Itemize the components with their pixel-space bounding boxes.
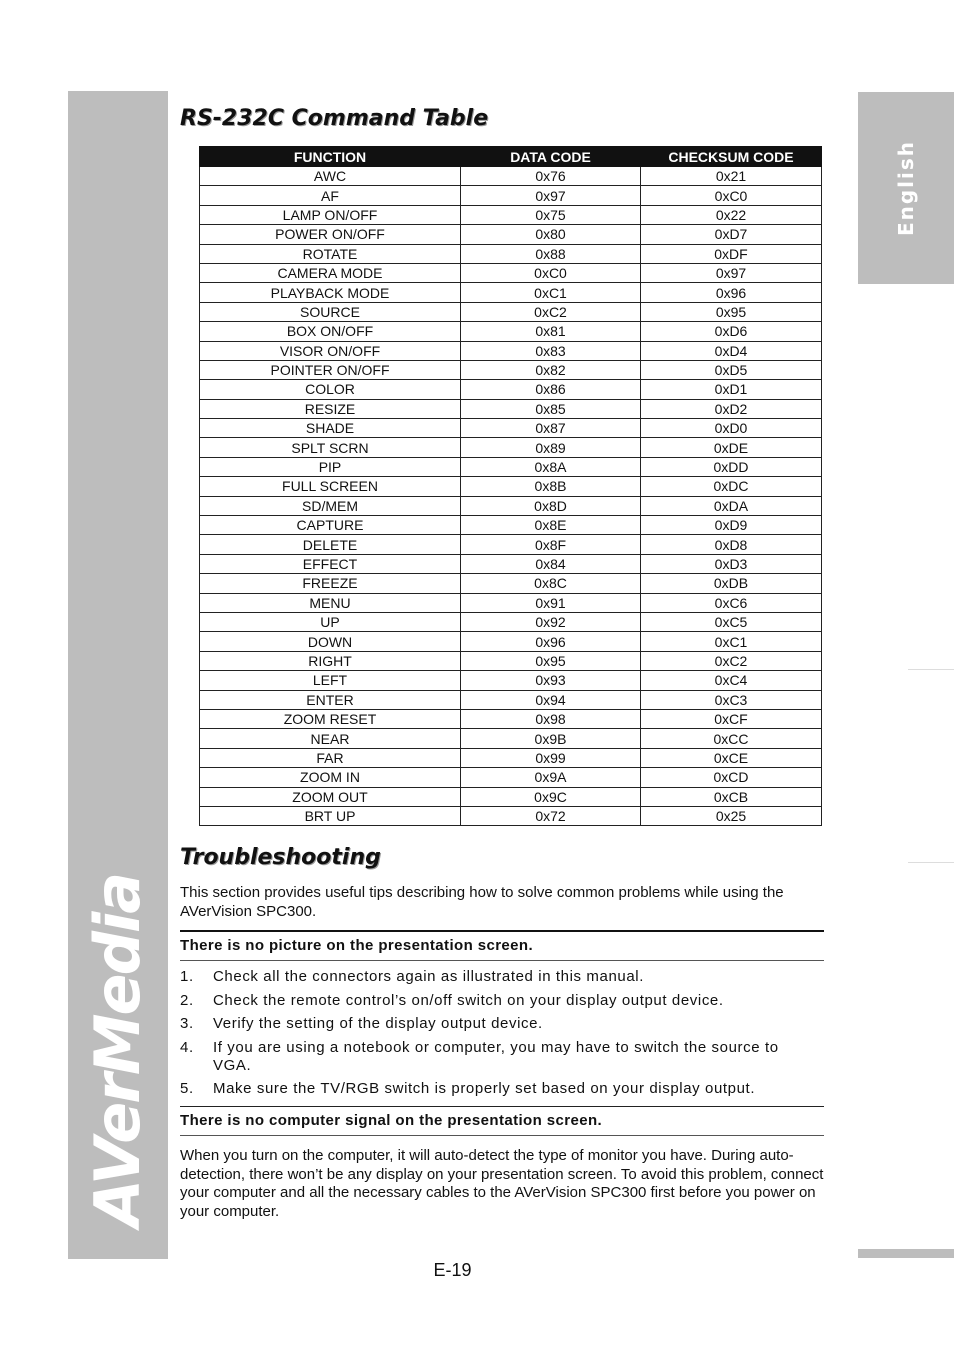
cell-function: LEFT (200, 671, 461, 690)
cell-function: AF (200, 186, 461, 205)
command-table-title: RS-232C Command Table (180, 106, 489, 131)
cell-checksum-code: 0xD9 (641, 516, 822, 535)
cell-data-code: 0x83 (461, 341, 641, 360)
table-row (200, 283, 822, 302)
cell-checksum-code: 0x21 (641, 167, 822, 186)
cell-data-code: 0x93 (461, 671, 641, 690)
cell-function: SOURCE (200, 302, 461, 321)
cell-data-code: 0x98 (461, 709, 641, 728)
cell-function: FREEZE (200, 574, 461, 593)
cell-function: SHADE (200, 419, 461, 438)
table-row (200, 690, 822, 709)
cell-checksum-code: 0xC6 (641, 593, 822, 612)
cell-function: RIGHT (200, 651, 461, 670)
cell-data-code: 0x89 (461, 438, 641, 457)
cell-function: FULL SCREEN (200, 477, 461, 496)
cell-function: NEAR (200, 729, 461, 748)
table-row (200, 768, 822, 787)
cell-data-code: 0x95 (461, 651, 641, 670)
cell-function: SPLT SCRN (200, 438, 461, 457)
cell-function: DELETE (200, 535, 461, 554)
list-item: 5. Make sure the TV/RGB switch is properly set based on your display output. (180, 1080, 756, 1097)
cell-checksum-code: 0xDE (641, 438, 822, 457)
cell-checksum-code: 0xD6 (641, 322, 822, 341)
command-table (199, 146, 822, 826)
cell-data-code: 0x81 (461, 322, 641, 341)
cell-function: CAMERA MODE (200, 263, 461, 282)
table-row (200, 360, 822, 379)
list-item: 1. Check all the connectors again as illustrated in this manual. (180, 968, 644, 985)
issue-heading-no-signal: There is no computer signal on the presentation screen. (180, 1106, 824, 1136)
cell-function: ENTER (200, 690, 461, 709)
table-row (200, 787, 822, 806)
table-row (200, 167, 822, 186)
side-rule (908, 669, 954, 670)
cell-checksum-code: 0xC1 (641, 632, 822, 651)
list-item: 3. Verify the setting of the display output device. (180, 1015, 543, 1032)
table-row (200, 225, 822, 244)
cell-function: FAR (200, 748, 461, 767)
cell-checksum-code: 0xCB (641, 787, 822, 806)
table-row (200, 806, 822, 825)
cell-function: COLOR (200, 380, 461, 399)
cell-function: CAPTURE (200, 516, 461, 535)
table-row (200, 244, 822, 263)
cell-function: VISOR ON/OFF (200, 341, 461, 360)
table-row (200, 748, 822, 767)
cell-data-code: 0x76 (461, 167, 641, 186)
cell-data-code: 0xC1 (461, 283, 641, 302)
cell-data-code: 0x94 (461, 690, 641, 709)
table-row (200, 535, 822, 554)
cell-checksum-code: 0x25 (641, 806, 822, 825)
side-rule (908, 862, 954, 863)
table-row (200, 632, 822, 651)
cell-checksum-code: 0xCF (641, 709, 822, 728)
cell-data-code: 0x91 (461, 593, 641, 612)
cell-data-code: 0x9B (461, 729, 641, 748)
table-row (200, 729, 822, 748)
cell-checksum-code: 0xC3 (641, 690, 822, 709)
cell-data-code: 0xC0 (461, 263, 641, 282)
cell-data-code: 0x86 (461, 380, 641, 399)
cell-data-code: 0x9A (461, 768, 641, 787)
cell-checksum-code: 0xC5 (641, 612, 822, 631)
table-row (200, 457, 822, 476)
cell-function: DOWN (200, 632, 461, 651)
cell-data-code: 0x8A (461, 457, 641, 476)
cell-data-code: 0xC2 (461, 302, 641, 321)
cell-function: ZOOM OUT (200, 787, 461, 806)
table-row (200, 516, 822, 535)
no-picture-steps (180, 968, 820, 1104)
cell-checksum-code: 0xC4 (641, 671, 822, 690)
cell-data-code: 0x9C (461, 787, 641, 806)
header-checksum-code: CHECKSUM CODE (641, 147, 822, 167)
no-signal-text: When you turn on the computer, it will auto-detect the type of monitor you have. During auto-detection, there won’t be any display on your presentation screen. To avoid this problem, connect your computer and all the necessary cables to the AVerVision SPC300 first before you power on your computer. (180, 1147, 824, 1220)
cell-checksum-code: 0xDF (641, 244, 822, 263)
cell-function: SD/MEM (200, 496, 461, 515)
cell-data-code: 0x87 (461, 419, 641, 438)
cell-data-code: 0x92 (461, 612, 641, 631)
cell-checksum-code: 0xCC (641, 729, 822, 748)
cell-function: POINTER ON/OFF (200, 360, 461, 379)
header-data-code: DATA CODE (461, 147, 641, 167)
cell-data-code: 0x84 (461, 554, 641, 573)
bottom-tab-bar (858, 1249, 954, 1258)
table-row (200, 709, 822, 728)
table-row (200, 671, 822, 690)
cell-data-code: 0x85 (461, 399, 641, 418)
table-header-row (200, 147, 822, 167)
table-row (200, 419, 822, 438)
cell-checksum-code: 0xD2 (641, 399, 822, 418)
cell-function: BOX ON/OFF (200, 322, 461, 341)
table-row (200, 593, 822, 612)
cell-data-code: 0x8D (461, 496, 641, 515)
issue-heading-no-picture: There is no picture on the presentation screen. (180, 930, 824, 961)
page-number: E-19 (433, 1260, 472, 1280)
cell-data-code: 0x97 (461, 186, 641, 205)
cell-checksum-code: 0xDD (641, 457, 822, 476)
brand-logo: AVerMedia (81, 873, 155, 1227)
cell-function: EFFECT (200, 554, 461, 573)
cell-checksum-code: 0xD3 (641, 554, 822, 573)
troubleshooting-intro: This section provides useful tips describing how to solve common problems while using the AVerVision SPC300. (180, 884, 784, 920)
cell-checksum-code: 0xD5 (641, 360, 822, 379)
cell-data-code: 0x8B (461, 477, 641, 496)
table-row (200, 554, 822, 573)
table-row (200, 651, 822, 670)
table-row (200, 302, 822, 321)
table-row (200, 612, 822, 631)
list-item: 4. If you are using a notebook or computer, you may have to switch the source to VGA. (180, 1038, 779, 1074)
cell-function: UP (200, 612, 461, 631)
table-row (200, 399, 822, 418)
cell-checksum-code: 0xD8 (641, 535, 822, 554)
cell-data-code: 0x96 (461, 632, 641, 651)
cell-function: ZOOM IN (200, 768, 461, 787)
cell-function: PIP (200, 457, 461, 476)
cell-function: AWC (200, 167, 461, 186)
table-row (200, 205, 822, 224)
cell-data-code: 0x75 (461, 205, 641, 224)
cell-checksum-code: 0xCE (641, 748, 822, 767)
table-row (200, 380, 822, 399)
cell-checksum-code: 0xD4 (641, 341, 822, 360)
header-function: FUNCTION (200, 147, 461, 167)
cell-function: PLAYBACK MODE (200, 283, 461, 302)
cell-checksum-code: 0xDA (641, 496, 822, 515)
cell-data-code: 0x80 (461, 225, 641, 244)
cell-checksum-code: 0xD7 (641, 225, 822, 244)
cell-data-code: 0x8E (461, 516, 641, 535)
cell-checksum-code: 0xC0 (641, 186, 822, 205)
cell-checksum-code: 0xD0 (641, 419, 822, 438)
table-row (200, 574, 822, 593)
cell-data-code: 0x72 (461, 806, 641, 825)
cell-checksum-code: 0x95 (641, 302, 822, 321)
cell-function: ROTATE (200, 244, 461, 263)
cell-checksum-code: 0x96 (641, 283, 822, 302)
table-row (200, 322, 822, 341)
cell-checksum-code: 0xD1 (641, 380, 822, 399)
table-row (200, 186, 822, 205)
cell-data-code: 0x8C (461, 574, 641, 593)
table-row (200, 477, 822, 496)
table-row (200, 341, 822, 360)
cell-checksum-code: 0xC2 (641, 651, 822, 670)
cell-data-code: 0x82 (461, 360, 641, 379)
cell-data-code: 0x8F (461, 535, 641, 554)
cell-data-code: 0x99 (461, 748, 641, 767)
table-row (200, 438, 822, 457)
cell-data-code: 0x88 (461, 244, 641, 263)
cell-checksum-code: 0xDC (641, 477, 822, 496)
cell-function: BRT UP (200, 806, 461, 825)
cell-function: RESIZE (200, 399, 461, 418)
troubleshooting-title: Troubleshooting (180, 845, 381, 870)
cell-function: POWER ON/OFF (200, 225, 461, 244)
cell-function: LAMP ON/OFF (200, 205, 461, 224)
list-item: 2. Check the remote control’s on/off switch on your display output device. (180, 991, 724, 1009)
cell-checksum-code: 0x22 (641, 205, 822, 224)
table-row (200, 496, 822, 515)
cell-checksum-code: 0x97 (641, 263, 822, 282)
language-tab: English (858, 92, 954, 284)
cell-checksum-code: 0xCD (641, 768, 822, 787)
cell-checksum-code: 0xDB (641, 574, 822, 593)
table-row (200, 263, 822, 282)
cell-function: MENU (200, 593, 461, 612)
cell-function: ZOOM RESET (200, 709, 461, 728)
